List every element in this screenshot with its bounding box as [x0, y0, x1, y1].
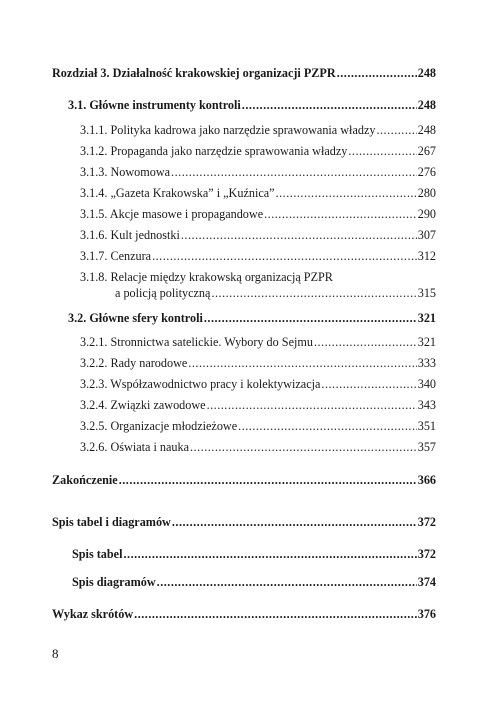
- toc-entry-label: Spis tabel i diagramów: [52, 515, 171, 529]
- toc-entry-label: 3.1.5. Akcje masowe i propagandowe: [80, 207, 264, 221]
- toc-entry-zakonczenie[interactable]: [52, 473, 436, 488]
- toc-entry-label: a policją polityczną: [115, 286, 211, 300]
- toc-entry-wykaz-skrotow[interactable]: [52, 607, 436, 622]
- toc-entry-label: 3.2.1. Stronnictwa satelickie. Wybory do Sejmu: [80, 335, 313, 349]
- toc-entry-page: 312: [417, 249, 436, 263]
- toc-entry-3-1[interactable]: [68, 98, 436, 113]
- dot-leader: [211, 286, 416, 301]
- toc-entry-3-1-2[interactable]: [80, 144, 436, 159]
- dot-leader: [123, 547, 416, 562]
- toc-entry-label: Wykaz skrótów: [52, 607, 134, 621]
- toc-entry-page: 321: [417, 335, 436, 349]
- dot-leader: [337, 66, 417, 81]
- toc-entry-page: 267: [417, 144, 436, 158]
- toc-entry-page: 248: [417, 98, 436, 112]
- dot-leader: [119, 473, 417, 488]
- toc-entry-label: Zakończenie: [52, 473, 118, 487]
- toc-entry-page: 307: [417, 228, 436, 242]
- toc-entry-3-1-3[interactable]: [80, 165, 436, 180]
- toc-entry-3-1-8-line1[interactable]: [80, 270, 333, 285]
- toc-entry-3-1-4[interactable]: [80, 186, 436, 201]
- dot-leader: [190, 440, 417, 455]
- toc-entry-label: 3.2. Główne sfery kontroli: [68, 311, 203, 325]
- dot-leader: [204, 311, 417, 326]
- toc-entry-label: 3.1.8. Relacje między krakowską organizacją PZPR: [80, 270, 333, 284]
- dot-leader: [188, 356, 416, 371]
- dot-leader: [376, 123, 416, 138]
- toc-entry-chapter-3[interactable]: [52, 66, 436, 81]
- dot-leader: [348, 144, 416, 159]
- dot-leader: [157, 575, 417, 590]
- toc-entry-label: 3.2.5. Organizacje młodzieżowe: [80, 419, 238, 433]
- dot-leader: [207, 398, 417, 413]
- toc-entry-3-2-2[interactable]: [80, 356, 436, 371]
- toc-entry-page: 357: [417, 440, 436, 454]
- toc-entry-label: 3.1. Główne instrumenty kontroli: [68, 98, 241, 112]
- toc-entry-page: 315: [417, 286, 436, 300]
- toc-entry-spis-tabel-i-diagramow[interactable]: [52, 515, 436, 530]
- toc-entry-label: 3.2.6. Oświata i nauka: [80, 440, 189, 454]
- toc-entry-label: 3.2.4. Związki zawodowe: [80, 398, 206, 412]
- toc-entry-label: 3.1.2. Propaganda jako narzędzie sprawowania władzy: [80, 144, 348, 158]
- toc-entry-spis-diagramow[interactable]: [72, 575, 436, 590]
- toc-entry-page: 333: [417, 356, 436, 370]
- toc-entry-page: 248: [417, 123, 436, 137]
- toc-entry-3-2-4[interactable]: [80, 398, 436, 413]
- toc-entry-3-1-1[interactable]: [80, 123, 436, 138]
- toc-entry-page: 343: [417, 398, 436, 412]
- toc-entry-label: Spis diagramów: [72, 575, 156, 589]
- toc-entry-spis-tabel[interactable]: [72, 547, 436, 562]
- toc-entry-3-1-7[interactable]: [80, 249, 436, 264]
- dot-leader: [134, 607, 417, 622]
- toc-entry-page: 340: [417, 377, 436, 391]
- toc-entry-3-2-6[interactable]: [80, 440, 436, 455]
- toc-entry-label: 3.2.3. Współzawodnictwo pracy i kolektywizacja: [80, 377, 321, 391]
- dot-leader: [314, 335, 417, 350]
- toc-entry-label: 3.1.7. Cenzura: [80, 249, 152, 263]
- toc-entry-3-1-5[interactable]: [80, 207, 436, 222]
- dot-leader: [171, 165, 417, 180]
- toc-entry-3-1-6[interactable]: [80, 228, 436, 243]
- page-number: 8: [52, 646, 59, 661]
- toc-entry-3-2-1[interactable]: [80, 335, 436, 350]
- toc-entry-3-1-8[interactable]: [115, 286, 436, 301]
- toc-entry-page: 248: [417, 66, 436, 80]
- toc-entry-page: 280: [417, 186, 436, 200]
- toc-entry-page: 374: [417, 575, 436, 589]
- toc-entry-3-2-3[interactable]: [80, 377, 436, 392]
- dot-leader: [242, 98, 417, 113]
- toc-entry-page: 290: [417, 207, 436, 221]
- toc-entry-3-2[interactable]: [68, 311, 436, 326]
- toc-entry-label: 3.1.6. Kult jednostki: [80, 228, 180, 242]
- toc-entry-page: 351: [417, 419, 436, 433]
- toc-entry-page: 376: [417, 607, 436, 621]
- toc-entry-page: 372: [417, 515, 436, 529]
- toc-entry-label: 3.1.4. „Gazeta Krakowska” i „Kuźnica”: [80, 186, 275, 200]
- dot-leader: [276, 186, 417, 201]
- toc-entry-label: Spis tabel: [72, 547, 123, 561]
- toc-entry-page: 321: [417, 311, 436, 325]
- dot-leader: [321, 377, 416, 392]
- toc-entry-3-2-5[interactable]: [80, 419, 436, 434]
- dot-leader: [172, 515, 417, 530]
- dot-leader: [264, 207, 417, 222]
- dot-leader: [238, 419, 417, 434]
- toc-entry-label: 3.1.1. Polityka kadrowa jako narzędzie sprawowania władzy: [80, 123, 376, 137]
- toc-entry-page: 276: [417, 165, 436, 179]
- toc-entry-label: 3.1.3. Nowomowa: [80, 165, 171, 179]
- toc-entry-label: 3.2.2. Rady narodowe: [80, 356, 188, 370]
- toc-entry-label: Rozdział 3. Działalność krakowskiej organizacji PZPR: [52, 66, 336, 80]
- dot-leader: [181, 228, 417, 243]
- toc-entry-page: 366: [417, 473, 436, 487]
- dot-leader: [152, 249, 417, 264]
- toc-entry-page: 372: [417, 547, 436, 561]
